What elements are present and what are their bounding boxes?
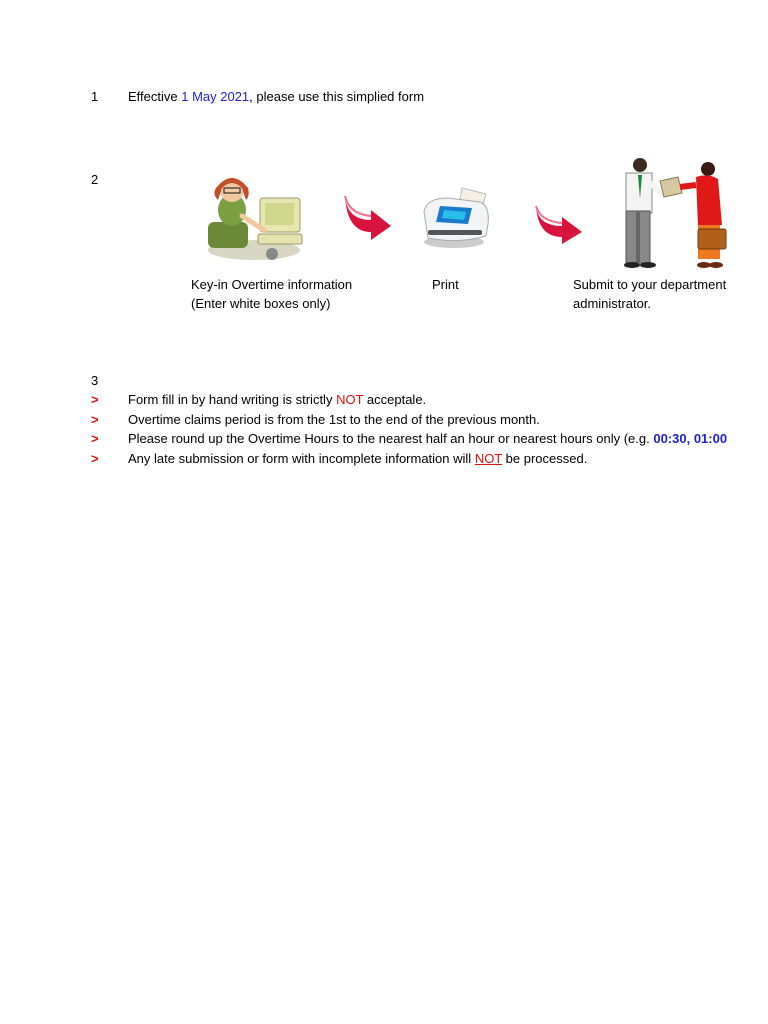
caption-key-in (191, 277, 352, 312)
note-handwriting (128, 392, 426, 408)
caption-print (432, 277, 459, 293)
effective-date: 1 May 2021 (181, 89, 250, 104)
effective-suffix: , please use this simplied form (249, 89, 425, 104)
note-claims-period-text: Overtime claims period is from the 1st to the end of the previous month. (128, 412, 540, 427)
note-late-submission-not: NOT (474, 451, 503, 466)
right-arrow-icon (343, 194, 393, 240)
bullet-marker: > (91, 412, 99, 427)
printer-icon (418, 186, 494, 250)
note-handwriting-not: NOT (336, 392, 364, 407)
effective-date-line (128, 89, 424, 105)
caption-submit-line2: administrator. (573, 296, 652, 311)
note-handwriting-end: acceptale. (363, 392, 427, 407)
note-late-submission-end: be processed. (502, 451, 588, 466)
note-rounding-example: 00:30, 01:00 (653, 431, 728, 446)
handover-clip (612, 155, 728, 277)
caption-key-in-line2: (Enter white boxes only) (191, 296, 331, 311)
right-arrow-icon (534, 204, 584, 244)
note-rounding-clip (128, 431, 728, 449)
bullet-marker: > (91, 431, 99, 446)
note-rounding-text: Please round up the Overtime Hours to the nearest half an hour or nearest hours only (e.g. (128, 431, 654, 446)
note-late-submission (128, 451, 587, 467)
caption-submit-line1: Submit to your department (573, 277, 727, 292)
person-at-computer-icon (202, 170, 306, 262)
bullet-marker: > (91, 451, 99, 466)
note-claims-period (128, 412, 540, 428)
caption-print-line1: Print (432, 277, 459, 292)
note-handwriting-text: Form fill in by hand writing is strictly (128, 392, 337, 407)
caption-submit-clip (573, 277, 727, 317)
step-2-number: 2 (91, 172, 99, 187)
caption-key-in-line1: Key-in Overtime information (191, 277, 353, 292)
caption-submit (573, 277, 726, 312)
effective-prefix: Effective (128, 89, 182, 104)
bullet-marker: > (91, 392, 99, 407)
note-late-submission-text: Any late submission or form with incomplete information will (128, 451, 475, 466)
note-rounding (128, 431, 727, 447)
step-3-number: 3 (91, 373, 99, 388)
document-handover-icon (612, 155, 728, 277)
step-1-number: 1 (91, 89, 99, 104)
